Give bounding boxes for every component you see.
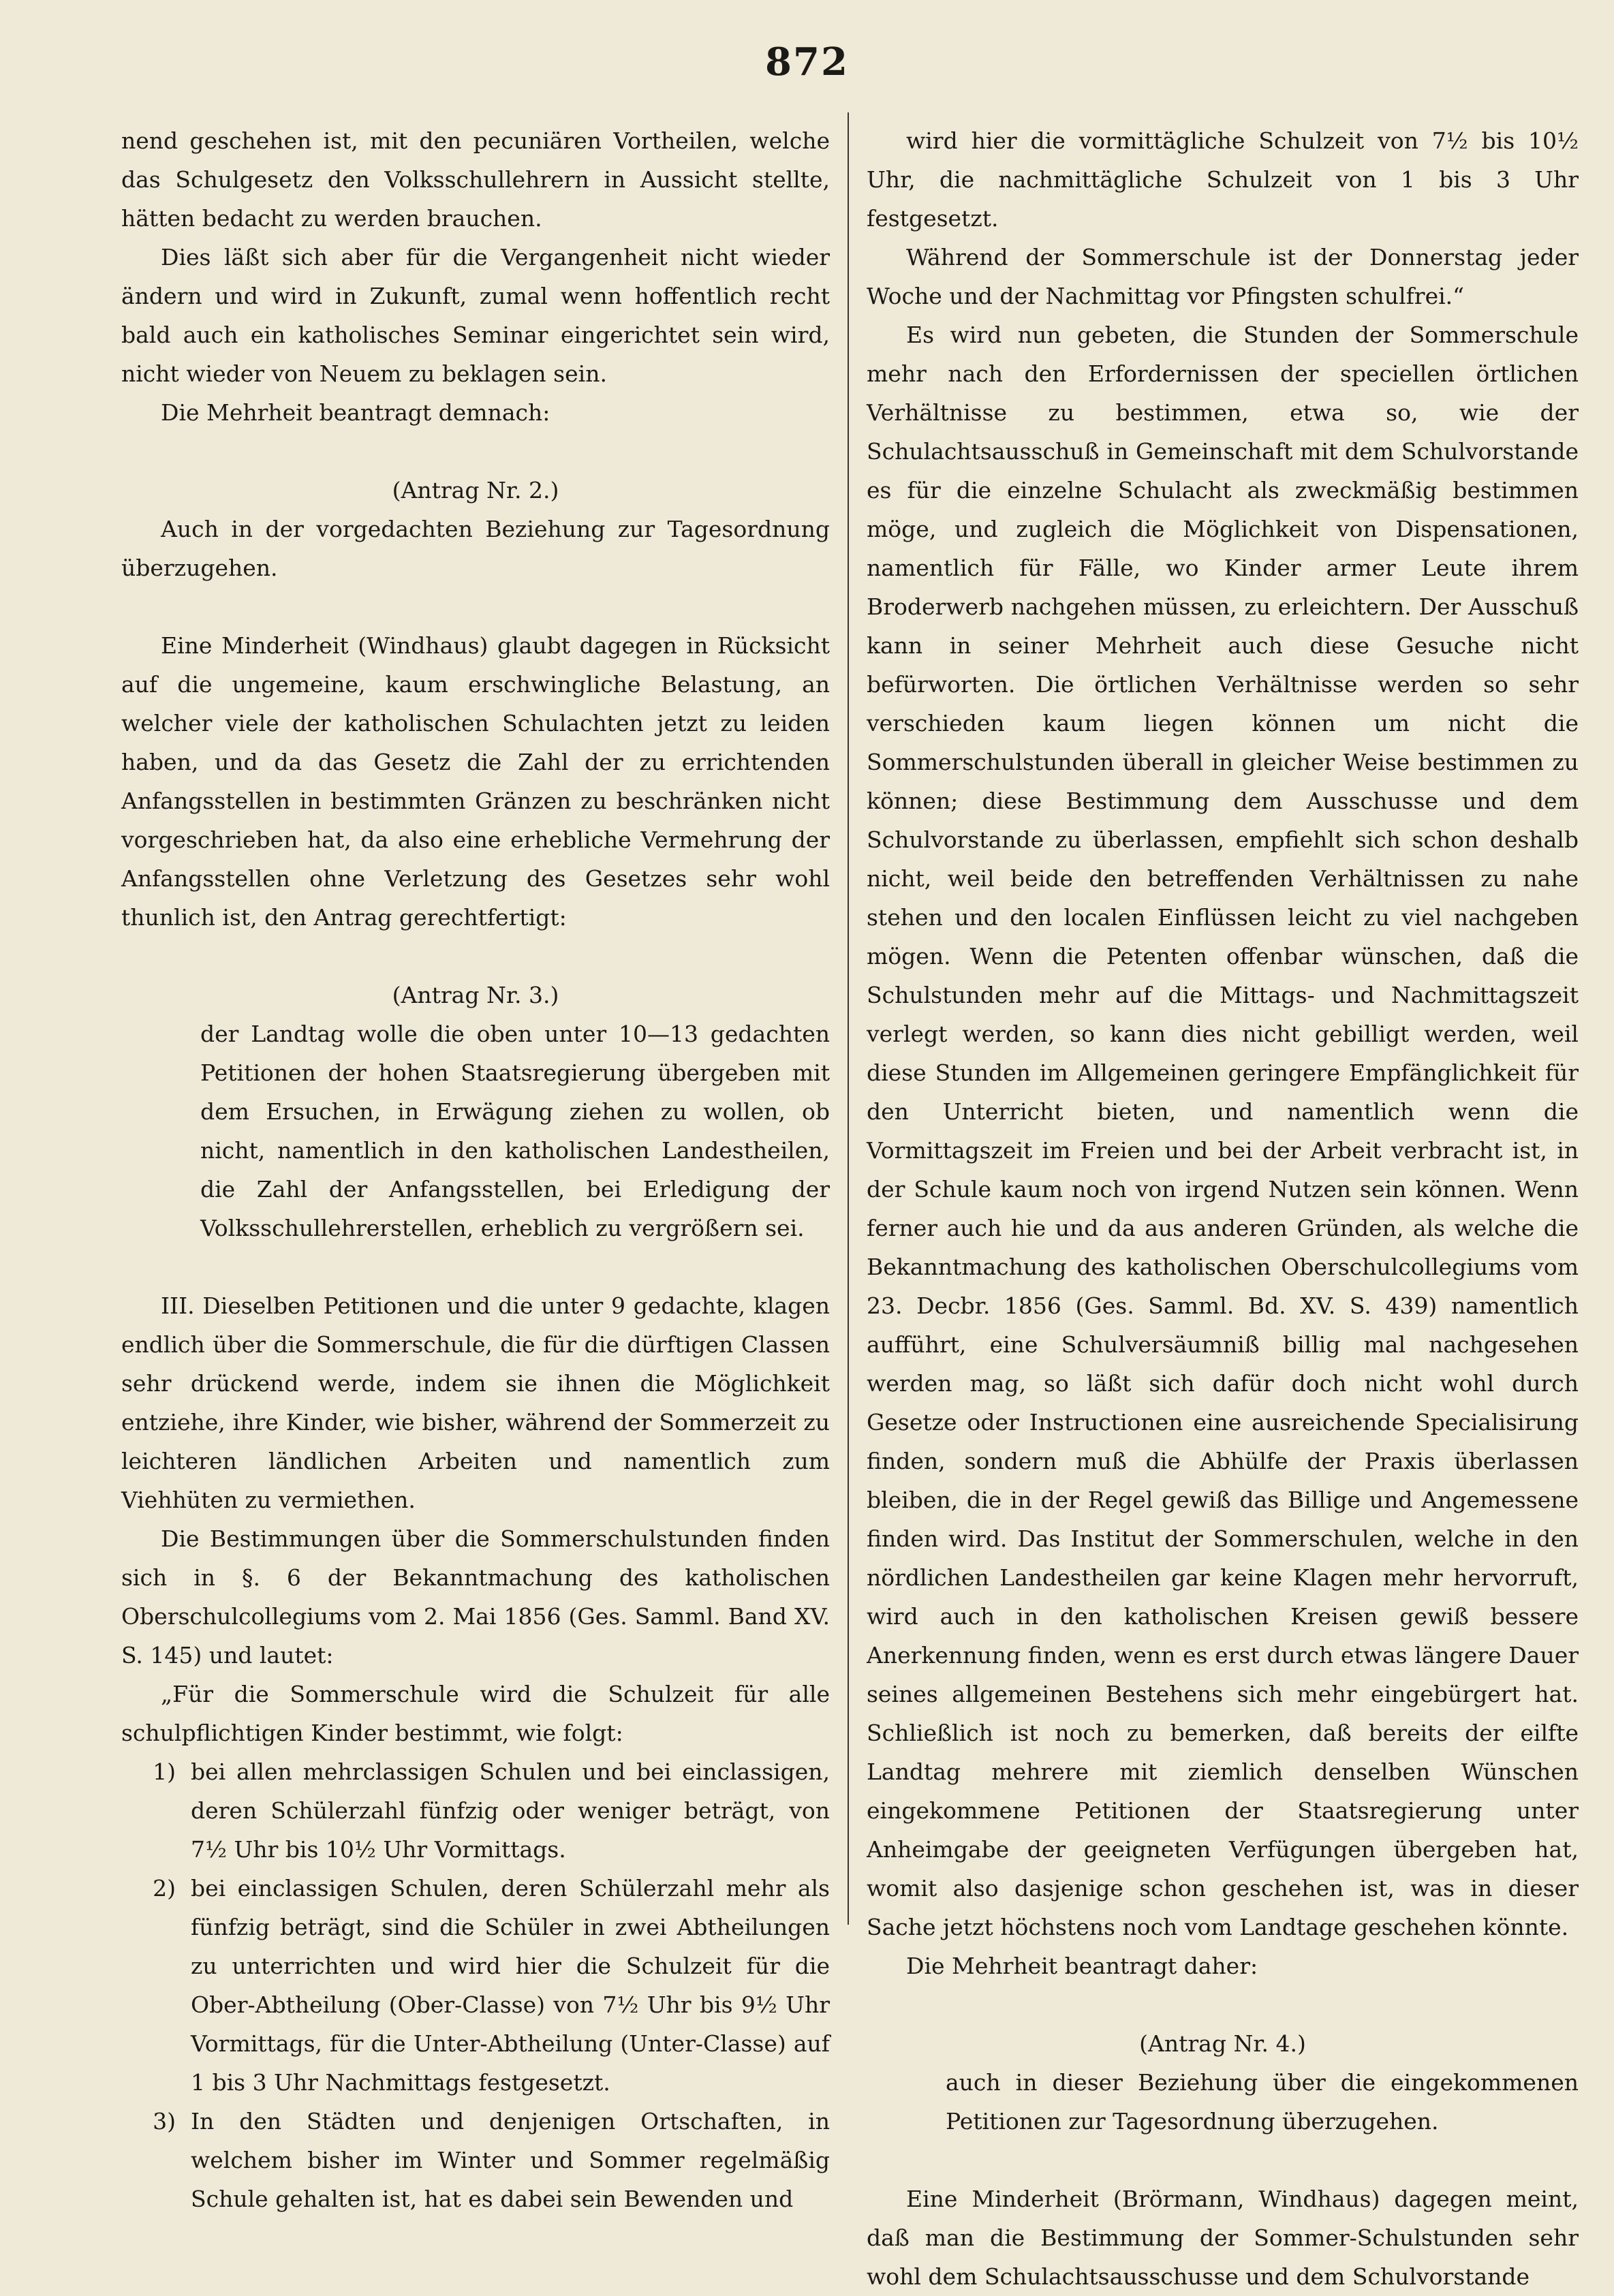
paragraph: Während der Sommerschule ist der Donnerstag jeder Woche und der Nachmittag vor Pfingsten schulfrei.“ bbox=[867, 244, 1579, 309]
right-column bbox=[867, 121, 1579, 2296]
quote-item bbox=[121, 1752, 830, 1869]
quote-item-text: bei allen mehrclassigen Schulen und bei einclassigen, deren Schülerzahl fünfzig oder weniger beträgt, von 7½ Uhr bis 10½ Uhr Vormittags. bbox=[191, 1758, 830, 1863]
motion-3-heading: (Antrag Nr. 3.) bbox=[392, 982, 559, 1008]
paragraph: Eine Minderheit (Windhaus) glaubt dagegen in Rücksicht auf die ungemeine, kaum erschwingliche Belastung, an welcher viele der katholischen Schulachten jetzt zu leiden haben, und da das Gesetz die Zahl der zu errichtenden Anfangsstellen in bestimmten Gränzen zu beschränken nicht vorgeschrieben hat, da also eine erhebliche Vermehrung der Anfangsstellen ohne Verletzung des Gesetzes sehr wohl thunlich ist, den Antrag gerechtfertigt: bbox=[121, 632, 830, 931]
paragraph: nend geschehen ist, mit den pecuniären Vortheilen, welche das Schulgesetz den Volksschullehrern in Aussicht stellte, hätten bedacht zu werden brauchen. bbox=[121, 127, 830, 232]
motion-4-text: auch in dieser Beziehung über die eingekommenen Petitionen zur Tagesordnung überzugehen. bbox=[946, 2069, 1579, 2135]
quote-item-number: 3) bbox=[153, 2108, 176, 2135]
quote-intro: „Für die Sommerschule wird die Schulzeit für alle schulpflichtigen Kinder bestimmt, wie folgt: bbox=[121, 1681, 830, 1746]
paragraph: Die Mehrheit beantragt daher: bbox=[906, 1953, 1258, 1979]
paragraph: Die Bestimmungen über die Sommerschulstunden finden sich in §. 6 der Bekanntmachung des katholischen Oberschulcollegiums vom 2. Mai 1856 (Ges. Samml. Band XV. S. 145) und lautet: bbox=[121, 1525, 830, 1669]
column-divider bbox=[848, 112, 849, 1925]
paragraph: Es wird nun gebeten, die Stunden der Sommerschule mehr nach den Erfordernissen der speciellen örtlichen Verhältnisse zu bestimmen, etwa so, wie der Schulachtsausschuß in Gemeinschaft mit dem Schulvorstande es für die einzelne Schulacht als zweckmäßig bestimmen möge, und zugleich die Möglichkeit von Dispensationen, namentlich für Fälle, wo Kinder armer Leute ihrem Broderwerb nachgehen müssen, zu erleichtern. Der Ausschuß kann in seiner Mehrheit auch diese Gesuche nicht befürworten. Die örtlichen Verhältnisse werden so sehr verschieden kaum liegen können um nicht die Sommerschulstunden überall in gleicher Weise bestimmen zu können; diese Bestimmung dem Ausschusse und dem Schulvorstande zu überlassen, empfiehlt sich schon deshalb nicht, weil beide den betreffenden Verhältnissen zu nahe stehen und den localen Einflüssen leicht zu viel nachgeben mögen. Wenn die Petenten offenbar wünschen, daß die Schulstunden mehr auf die Mittags- und Nachmittagszeit verlegt werden, so kann dies nicht gebilligt werden, weil diese Stunden im Allgemeinen geringere Empfänglichkeit für den Unterricht bieten, und namentlich wenn die Vormittagszeit im Freien und bei der Arbeit verbracht ist, in der Schule kaum noch von irgend Nutzen sein können. Wenn ferner auch hie und da aus anderen Gründen, als welche die Bekanntmachung des katholischen Oberschulcollegiums vom 23. Decbr. 1856 (Ges. Samml. Bd. XV. S. 439) namentlich aufführt, eine Schulversäumniß billig mal nachgesehen werden mag, so läßt sich dafür doch nicht wohl durch Gesetze oder Instructionen eine ausreichende Specialisirung finden, sondern muß die Abhülfe der Praxis überlassen bleiben, die in der Regel gewiß das Billige und Angemessene finden wird. Das Institut der Sommerschulen, welche in den nördlichen Landestheilen gar keine Klagen mehr hervorruft, wird auch in den katholischen Kreisen gewiß bessere Anerkennung finden, wenn es erst durch etwas längere Dauer seines allgemeinen Bestehens sich mehr eingebürgert hat. Schließlich ist noch zu bemerken, daß bereits der eilfte Landtag mehrere mit ziemlich denselben Wünschen eingekommene Petitionen der Staatsregierung unter Anheimgabe der geeigneten Verfügungen übergeben hat, womit also dasjenige schon geschehen ist, was in dieser Sache jetzt höchstens noch vom Landtage geschehen könnte. bbox=[867, 322, 1579, 1940]
motion-2-heading: (Antrag Nr. 2.) bbox=[392, 477, 559, 503]
motion-2-text: Auch in der vorgedachten Beziehung zur Tagesordnung überzugehen. bbox=[121, 516, 830, 581]
left-column bbox=[121, 121, 830, 2218]
quote-item-text: bei einclassigen Schulen, deren Schülerzahl mehr als fünfzig beträgt, sind die Schüler in zwei Abtheilungen zu unterrichten und wird hier die Schulzeit für die Ober-Abtheilung (Ober-Classe) von 7½ Uhr bis 9½ Uhr Vormittags, für die Unter-Abtheilung (Unter-Classe) auf 1 bis 3 Uhr Nachmittags festgesetzt. bbox=[191, 1875, 830, 2096]
quote-item bbox=[121, 1869, 830, 2102]
quote-item bbox=[121, 2102, 830, 2218]
motion-3-text: der Landtag wolle die oben unter 10—13 gedachten Petitionen der hohen Staatsregierung übergeben mit dem Ersuchen, in Erwägung ziehen zu wollen, ob nicht, namentlich in den katholischen Landestheilen, die Zahl der Anfangsstellen, bei Erledigung der Volksschullehrerstellen, erheblich zu vergrößern sei. bbox=[200, 1021, 830, 1241]
paragraph: III. Dieselben Petitionen und die unter 9 gedachte, klagen endlich über die Sommerschule, die für die dürftigen Classen sehr drückend werde, indem sie ihnen die Möglichkeit entziehe, ihre Kinder, wie bisher, während der Sommerzeit zu leichteren ländlichen Arbeiten und namentlich zum Viehhüten zu vermiethen. bbox=[121, 1292, 830, 1513]
paragraph: Dies läßt sich aber für die Vergangenheit nicht wieder ändern und wird in Zukunft, zumal wenn hoffentlich recht bald auch ein katholisches Seminar eingerichtet sein wird, nicht wieder von Neuem zu beklagen sein. bbox=[121, 244, 830, 387]
quote-item-text: In den Städten und denjenigen Ortschaften, in welchem bisher im Winter und Sommer regelmäßig Schule gehalten ist, hat es dabei sein Bewenden und bbox=[191, 2108, 830, 2212]
quote-item-number: 2) bbox=[153, 1875, 176, 1902]
motion-4-heading: (Antrag Nr. 4.) bbox=[1139, 2030, 1306, 2057]
paragraph: Eine Minderheit (Brörmann, Windhaus) dagegen meint, daß man die Bestimmung der Sommer-Schulstunden sehr wohl dem Schulachtsausschusse und dem Schulvorstande bbox=[867, 2186, 1579, 2290]
paragraph: wird hier die vormittägliche Schulzeit von 7½ bis 10½ Uhr, die nachmittägliche Schulzeit von 1 bis 3 Uhr festgesetzt. bbox=[867, 127, 1579, 232]
quote-item-number: 1) bbox=[153, 1758, 176, 1785]
paragraph: Die Mehrheit beantragt demnach: bbox=[161, 399, 550, 426]
page-number: 872 bbox=[765, 40, 849, 84]
